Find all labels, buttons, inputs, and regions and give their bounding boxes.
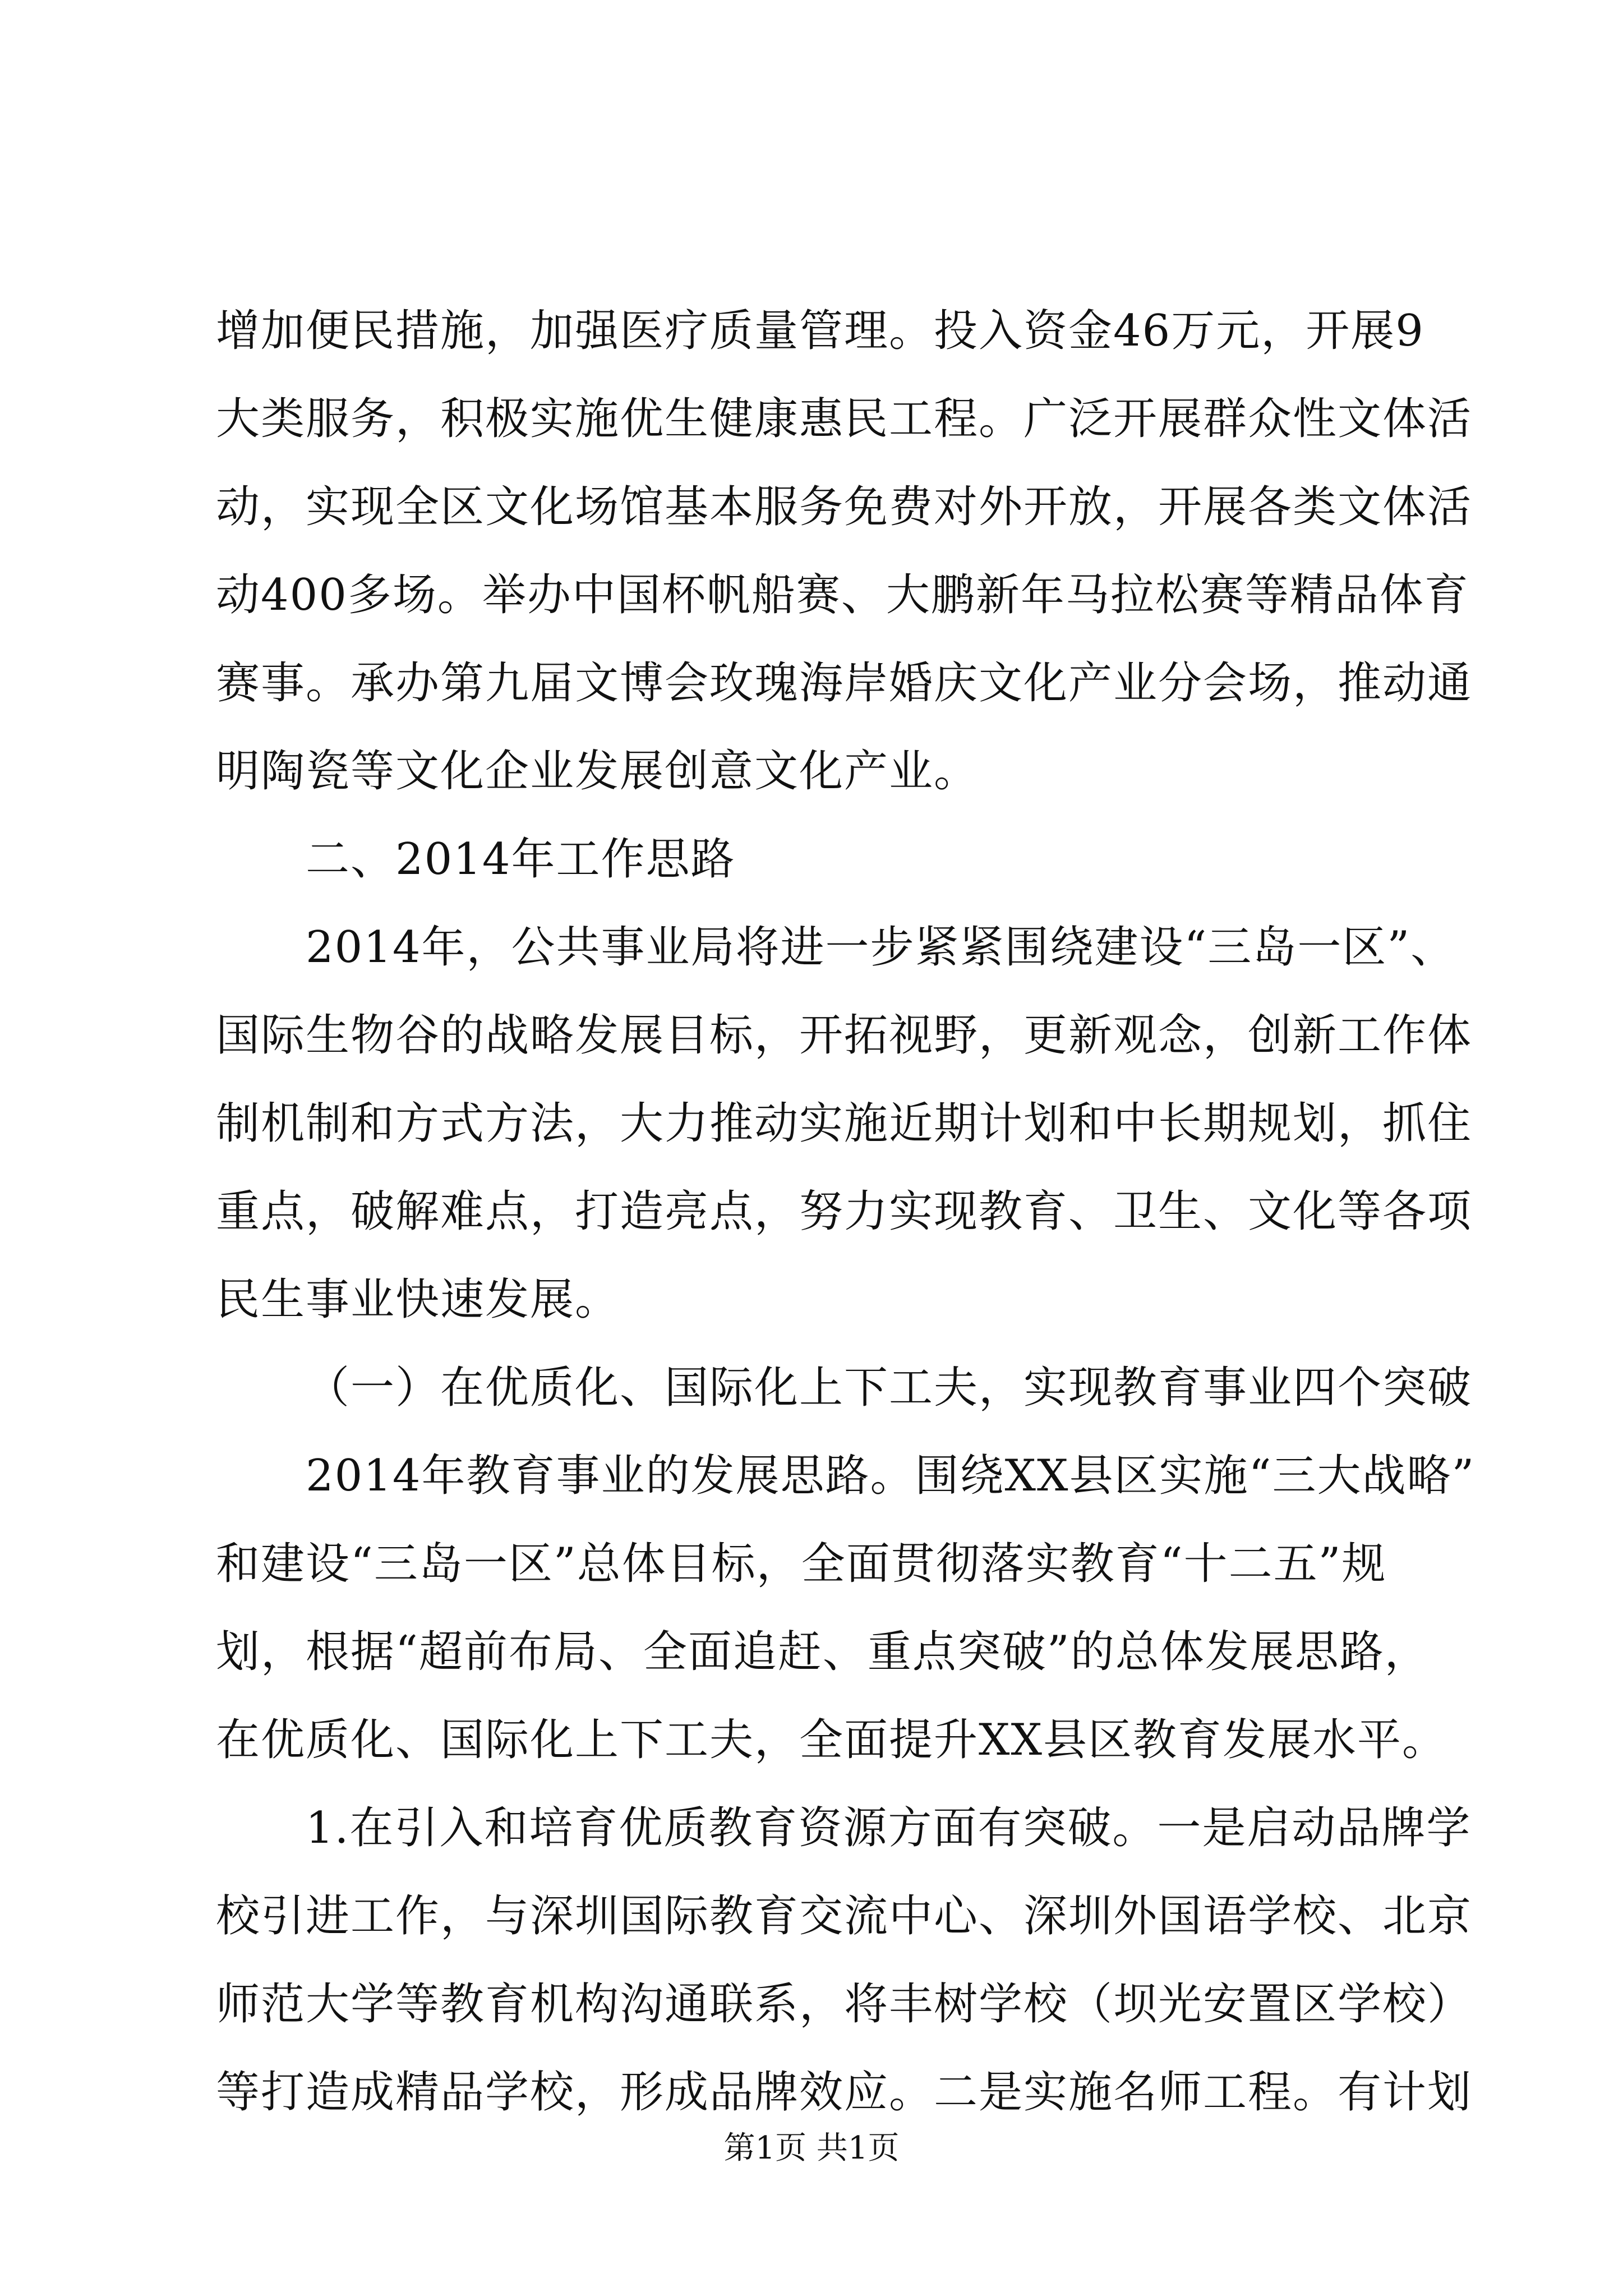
text-line: 动，实现全区文化场馆基本服务免费对外开放，开展各类文体活 xyxy=(216,482,1473,532)
text-line: 等打造成精品学校，形成品牌效应。二是实施名师工程。有计划 xyxy=(216,2067,1473,2118)
paragraph-first-line: 2014年，公共事业局将进一步紧紧围绕建设“三岛一区”、 xyxy=(306,922,1456,973)
text-line: 划，根据“超前布局、全面追赶、重点突破”的总体发展思路， xyxy=(216,1627,1430,1677)
page-footer: 第1页 共1页 xyxy=(723,2130,900,2166)
text-line: 师范大学等教育机构沟通联系，将丰树学校（坝光安置区学校） xyxy=(216,1979,1473,2030)
paragraph-first-line: 2014年教育事业的发展思路。围绕XX县区实施“三大战略” xyxy=(306,1451,1476,1501)
text-line: 动400多场。举办中国杯帆船赛、大鹏新年马拉松赛等精品体育 xyxy=(216,570,1469,620)
text-line: 赛事。承办第九届文博会玫瑰海岸婚庆文化产业分会场，推动通 xyxy=(216,658,1473,708)
text-line: 民生事业快速发展。 xyxy=(216,1274,620,1325)
text-line: 在优质化、国际化上下工夫，全面提升XX县区教育发展水平。 xyxy=(216,1715,1447,1765)
text-line: 增加便民措施，加强医疗质量管理。投入资金46万元，开展9 xyxy=(216,306,1424,356)
section-heading: 二、2014年工作思路 xyxy=(306,834,736,885)
text-line: 国际生物谷的战略发展目标，开拓视野，更新观念，创新工作体 xyxy=(216,1010,1473,1061)
text-line: 大类服务，积极实施优生健康惠民工程。广泛开展群众性文体活 xyxy=(216,394,1473,444)
text-line: 明陶瓷等文化企业发展创意文化产业。 xyxy=(216,746,979,797)
text-line: 制机制和方式方法，大力推动实施近期计划和中长期规划，抓住 xyxy=(216,1098,1473,1149)
paragraph-first-line: 1.在引入和培育优质教育资源方面有突破。一是启动品牌学 xyxy=(306,1803,1472,1853)
text-line: 校引进工作，与深圳国际教育交流中心、深圳外国语学校、北京 xyxy=(216,1891,1473,1941)
text-line: 重点，破解难点，打造亮点，努力实现教育、卫生、文化等各项 xyxy=(216,1186,1473,1237)
text-line: 和建设“三岛一区”总体目标，全面贯彻落实教育“十二五”规 xyxy=(216,1539,1387,1589)
subsection-heading: （一）在优质化、国际化上下工夫，实现教育事业四个突破 xyxy=(306,1363,1473,1413)
